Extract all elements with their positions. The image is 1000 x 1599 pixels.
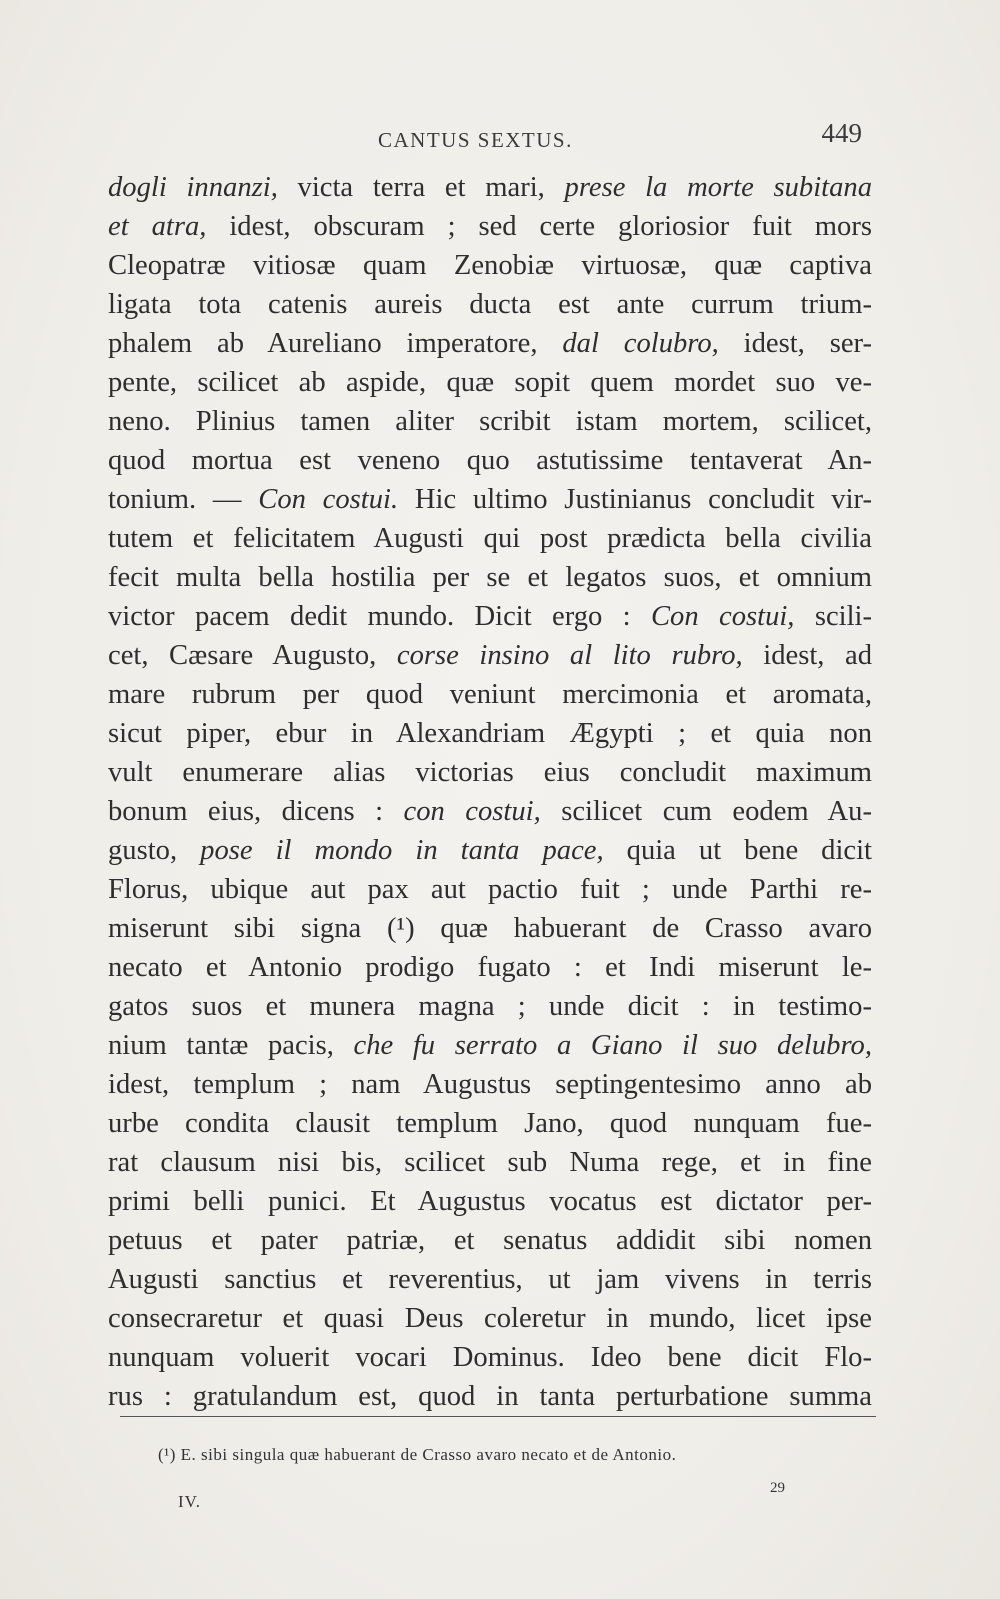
italic-quotation: corse insino al lito rubro, [396, 640, 743, 671]
text-line [108, 1182, 872, 1221]
text-run: rus : gratulandum est, quod in tanta perturbatione summa [108, 1381, 872, 1412]
text-line [108, 1026, 872, 1065]
text-line [108, 1221, 872, 1260]
text-line [108, 597, 872, 636]
text-run: necato et Antonio prodigo fugato : et Indi miserunt le- [108, 952, 872, 983]
text-line [108, 714, 872, 753]
text-line [108, 1377, 872, 1416]
text-run: miserunt sibi signa ( [108, 913, 397, 944]
text-run: idest, ser- [718, 328, 872, 359]
text-line [108, 1260, 872, 1299]
signature-mark: IV. [178, 1492, 201, 1511]
text-line [108, 1338, 872, 1377]
italic-quotation: che fu serrato a Giano il suo delubro, [353, 1030, 872, 1061]
italic-quotation: prese la morte subitana [564, 172, 872, 203]
text-run: vult enumerare alias victorias eius concludit maximum [108, 757, 872, 788]
text-run: victa terra et mari, [277, 172, 565, 203]
text-run: gusto, [108, 835, 201, 866]
text-run: quia ut bene dicit [603, 835, 873, 866]
text-line [108, 1143, 872, 1182]
text-line [108, 1104, 872, 1143]
text-run: primi belli punici. Et Augustus vocatus est dictator per- [108, 1186, 872, 1217]
text-run: petuus et pater patriæ, et senatus addidit sibi nomen [108, 1225, 872, 1256]
italic-quotation: et atra, [108, 211, 207, 242]
italic-quotation: dal colubro, [562, 328, 719, 359]
text-run: Hic ultimo Justinianus concludit vir- [398, 484, 873, 515]
text-run: scili- [794, 601, 873, 632]
text-run: urbe condita clausit templum Jano, quod nunquam fue- [108, 1108, 872, 1139]
text-run: scilicet cum eodem Au- [540, 796, 872, 827]
text-line [108, 792, 872, 831]
italic-quotation: Con costui. [258, 484, 399, 515]
italic-quotation: dogli innanzi, [108, 172, 278, 203]
footnote-divider [120, 1416, 876, 1417]
text-line [108, 987, 872, 1026]
running-head [110, 118, 872, 158]
text-run: consecraretur et quasi Deus coleretur in mundo, licet ipse [108, 1303, 872, 1334]
text-line [108, 831, 872, 870]
text-line [108, 441, 872, 480]
footnote-text: E. sibi singula quæ habuerant de Crasso avaro necato et de Antonio. [175, 1445, 677, 1464]
text-line [108, 636, 872, 675]
text-line [108, 480, 872, 519]
text-line [108, 558, 872, 597]
text-run: tonium. — [108, 484, 259, 515]
italic-quotation: pose il mondo in tanta pace, [200, 835, 604, 866]
text-line [108, 168, 872, 207]
text-run: mare rubrum per quod veniunt mercimonia et aromata, [108, 679, 872, 710]
text-line [108, 363, 872, 402]
text-run: idest, obscuram ; sed certe gloriosior fuit mors [206, 211, 872, 242]
text-run: gatos suos et munera magna ; unde dicit : in testimo- [108, 991, 872, 1022]
text-line [108, 285, 872, 324]
italic-quotation: Con costui, [650, 601, 795, 632]
text-line [108, 909, 872, 948]
text-line [108, 324, 872, 363]
footnote-marker: (¹) [158, 1445, 176, 1464]
text-run: fecit multa bella hostilia per se et legatos suos, et omnium [108, 562, 872, 593]
page-number: 449 [821, 118, 862, 148]
text-run: pente, scilicet ab aspide, quæ sopit quem mordet suo ve- [108, 367, 872, 398]
text-line [108, 1299, 872, 1338]
text-run: Augusti sanctius et reverentius, ut jam vivens in terris [108, 1264, 872, 1295]
text-run: idest, templum ; nam Augustus septingentesimo anno ab [108, 1069, 872, 1100]
text-line [108, 1065, 872, 1104]
text-run: ligata tota catenis aureis ducta est ante currum trium- [108, 289, 872, 320]
footnote [158, 1445, 858, 1465]
text-run: bonum eius, dicens : [108, 796, 404, 827]
text-run: Cleopatræ vitiosæ quam Zenobiæ virtuosæ, quæ captiva [108, 250, 872, 281]
text-run: phalem ab Aureliano imperatore, [108, 328, 563, 359]
text-run: Florus, ubique aut pax aut pactio fuit ; unde Parthi re- [108, 874, 872, 905]
text-line [108, 870, 872, 909]
text-run: cet, Cæsare Augusto, [108, 640, 397, 671]
italic-quotation: con costui, [403, 796, 541, 827]
text-run: neno. Plinius tamen aliter scribit istam mortem, scilicet, [108, 406, 872, 437]
sheet-number: 29 [770, 1480, 785, 1496]
text-line [108, 675, 872, 714]
main-text-block [108, 168, 872, 1416]
text-run: sicut piper, ebur in Alexandriam Ægypti ; et quia non [108, 718, 872, 749]
text-line [108, 948, 872, 987]
text-line [108, 519, 872, 558]
text-run: quod mortua est veneno quo astutissime tentaverat An- [108, 445, 872, 476]
text-line [108, 246, 872, 285]
text-run: victor pacem dedit mundo. Dicit ergo : [108, 601, 651, 632]
text-line [108, 207, 872, 246]
text-run: nium tantæ pacis, [108, 1030, 354, 1061]
text-line [108, 753, 872, 792]
text-run: nunquam voluerit vocari Dominus. Ideo bene dicit Flo- [108, 1342, 872, 1373]
text-line [108, 402, 872, 441]
text-run: ¹ [396, 913, 406, 944]
text-run: tutem et felicitatem Augusti qui post prædicta bella civilia [108, 523, 872, 554]
text-run: ) quæ habuerant de Crasso avaro [405, 913, 873, 944]
text-run: idest, ad [742, 640, 872, 671]
running-title: CANTUS SEXTUS. [378, 128, 573, 152]
text-run: rat clausum nisi bis, scilicet sub Numa rege, et in fine [108, 1147, 872, 1178]
